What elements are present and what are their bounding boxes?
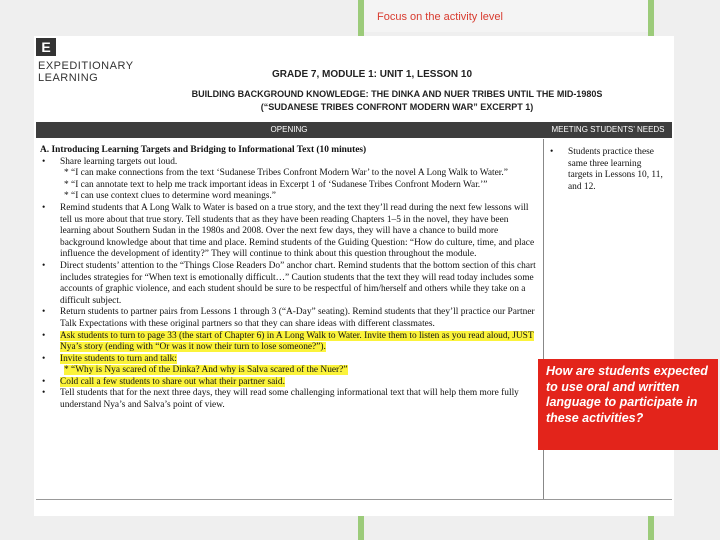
bullet-icon: • [42, 376, 46, 387]
section-title: A. Introducing Learning Targets and Bridging to Informational Text (10 minutes) [40, 145, 367, 155]
list-item-text: Share learning targets out loud. [60, 156, 178, 167]
list-item [40, 377, 536, 389]
sub-list-item [40, 180, 536, 192]
sub-list-item-text: * “I can use context clues to determine word meanings.” [64, 191, 276, 202]
sub-list-item-text: * “I can annotate text to help me track important ideas in Excerpt 1 of ‘Sudanese Tribes Confront Modern War.’” [64, 179, 488, 190]
list-item-text: Invite students to turn and talk: [60, 353, 177, 364]
bullet-icon: • [42, 307, 46, 318]
grade-line: GRADE 7, MODULE 1: UNIT 1, LESSON 10 [272, 69, 473, 80]
bullet-icon: • [42, 202, 46, 213]
bullet-icon: • [42, 260, 46, 271]
list-item-text: Return students to partner pairs from Lessons 1 through 3 (“A-Day” seating). Remind students that they’ll practice our Partner Talk Expectations with these original partners so that they can share ideas with different classmates. [60, 307, 535, 329]
list-item [40, 261, 536, 307]
list-item [40, 203, 536, 261]
meeting-needs-item [550, 147, 668, 193]
column-header-meeting-needs: MEETING STUDENTS’ NEEDS [551, 125, 665, 134]
question-callout [538, 359, 718, 450]
callout-top-label: Focus on the activity level [377, 11, 503, 23]
sub-list-item-text: * “I can make connections from the text ‘Sudanese Tribes Confront Modern War’ to the novel A Long Walk to Water.” [64, 168, 508, 179]
bullet-icon: • [42, 330, 46, 341]
bullet-icon: • [42, 353, 46, 364]
list-item-text: Tell students that for the next three days, they will read some challenging informational text that will help them more fully understand Nya’s and Salva’s point of view. [60, 388, 519, 411]
sub-list-item [40, 168, 536, 180]
list-item [40, 388, 536, 411]
sub-list-item-text: * “Why is Nya scared of the Dinka? And why is Salva scared of the Nuer?” [64, 365, 348, 376]
list-item-text: Remind students that A Long Walk to Water is based on a true story, and the text they’ll read during the next few lessons will tell us more about that true story. Tell students that as they have been reading Chapters 1–5 in the novel, they have been learning about Southern Sudan in the 1980s and 2008. Over the next few days, they will have a chance to build more background knowledge about that time and place. Remind students of the Guiding Question: “How do culture, time, and place influence the development of identity?” They will continue to think about this question throughout the module. [60, 202, 535, 260]
bullet-icon: • [42, 388, 46, 399]
column-header-opening: OPENING [270, 125, 308, 134]
bullet-icon: • [42, 156, 46, 167]
list-item-text: Ask students to turn to page 33 (the start of Chapter 6) in A Long Walk to Water. Invite them to listen as you read aloud, JUST Nya’s story (ending with “Or was it now their turn to lose someone?”). [60, 330, 534, 353]
logo-text [38, 60, 148, 84]
logo-line1: EXPEDITIONARY [38, 60, 134, 72]
list-item [40, 307, 536, 330]
meeting-needs-column [550, 147, 668, 193]
lesson-title-line1: BUILDING BACKGROUND KNOWLEDGE: THE DINKA AND NUER TRIBES UNTIL THE MID-1980S [191, 89, 603, 99]
lesson-title-line2: (“SUDANESE TRIBES CONFRONT MODERN WAR” EXCERPT 1) [260, 102, 534, 112]
table-header [36, 122, 672, 138]
logo-line2: LEARNING [38, 72, 99, 84]
meeting-needs-text: Students practice these same three learning targets in Lessons 10, 11, and 12. [568, 147, 663, 192]
list-item-text: Direct students’ attention to the “Things Close Readers Do” anchor chart. Remind students that the bottom section of this chart includes strategies for “When text is emotionally difficult…” Caution students that the text they will read today includes some accounts of graphic violence, and each student should be sure to be respectful of him/herself and others while they take on a difficult subject. [60, 260, 536, 306]
bullet-icon: • [550, 147, 554, 157]
question-callout-text: How are students expected to use oral and written language to participate in these activities? [546, 364, 708, 425]
sub-list-item [40, 365, 536, 377]
list-item [40, 331, 536, 354]
expeditionary-learning-logo-icon: E [36, 38, 56, 56]
opening-column [40, 145, 536, 412]
list-item [40, 157, 536, 169]
list-item-text: Cold call a few students to share out what their partner said. [60, 376, 285, 387]
sub-list-item [40, 191, 536, 203]
list-item [40, 354, 536, 366]
